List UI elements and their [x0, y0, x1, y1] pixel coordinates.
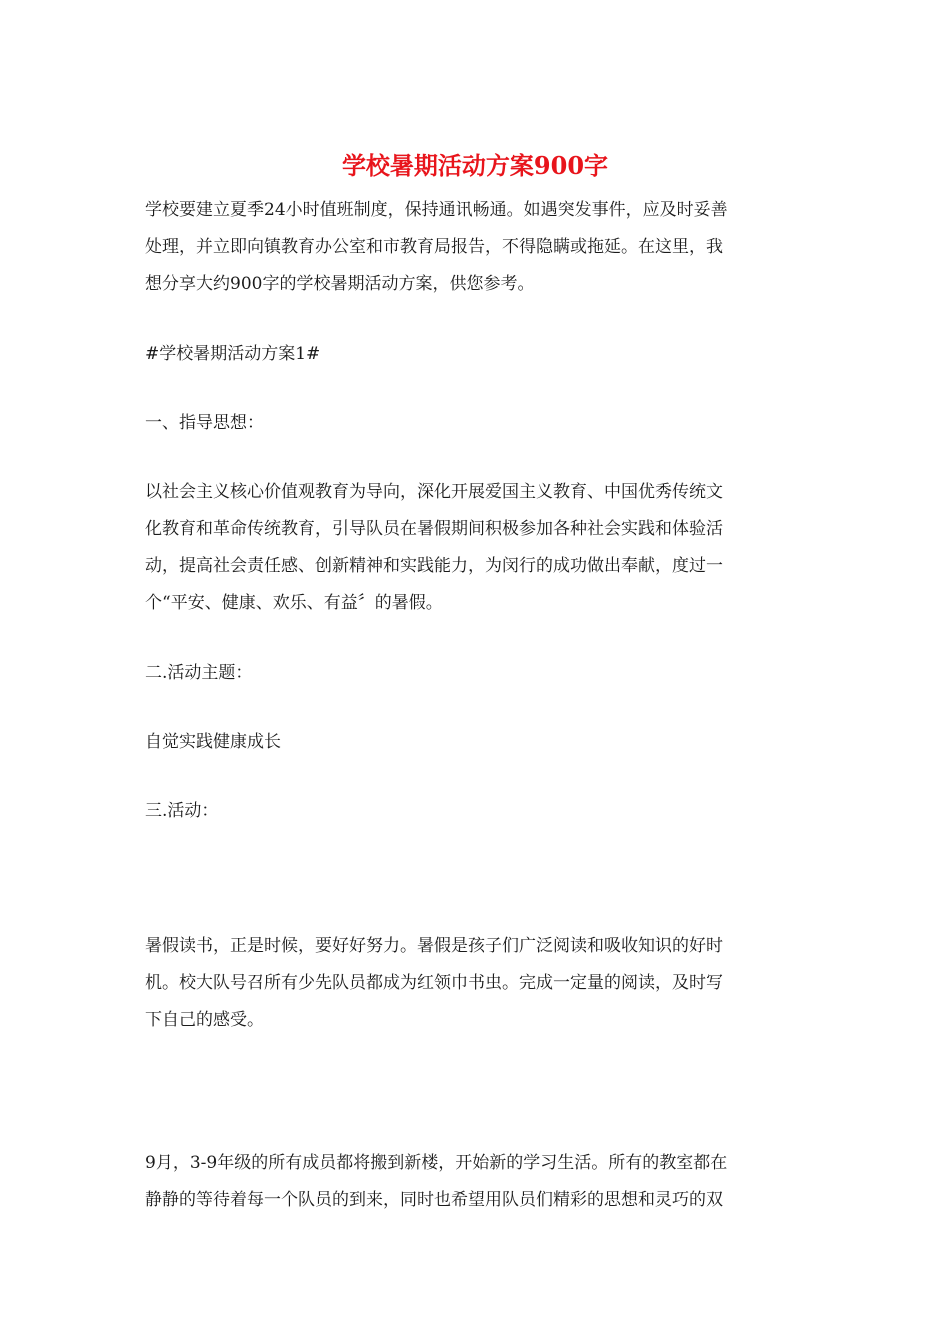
september-line: 静静的等待着每一个队员的到来，同时也希望用队员们精彩的思想和灵巧的双 — [145, 1190, 723, 1210]
reading-paragraph — [145, 928, 805, 1039]
heading-activity-theme: 二.活动主题： — [145, 663, 253, 683]
intro-line: 处理，并立即向镇教育办公室和市教育局报告，不得隐瞒或拖延。在这里，我 — [145, 237, 723, 257]
reading-line: 机。校大队号召所有少先队员都成为红领巾书虫。完成一定量的阅读，及时写 — [145, 973, 723, 993]
document-title: 学校暑期活动方案900字 — [341, 151, 609, 180]
guiding-line: 动，提高社会责任感、创新精神和实践能力，为闵行的成功做出奉献，度过一 — [145, 556, 723, 576]
heading-guiding-ideology: 一、指导思想： — [145, 413, 264, 433]
reading-line: 暑假读书，正是时候，要好好努力。暑假是孩子们广泛阅读和吸收知识的好时 — [145, 936, 723, 956]
guiding-paragraph — [145, 474, 805, 622]
september-line: 9月，3-9年级的所有成员都将搬到新楼，开始新的学习生活。所有的教室都在 — [145, 1153, 728, 1173]
guiding-line: 化教育和革命传统教育，引导队员在暑假期间积极参加各种社会实践和体验活 — [145, 519, 723, 539]
guiding-line: 个“平安、健康、欢乐、有益〞的暑假。 — [145, 593, 443, 613]
guiding-line: 以社会主义核心价值观教育为导向，深化开展爱国主义教育、中国优秀传统文 — [145, 482, 723, 502]
intro-line: 学校要建立夏季24小时值班制度，保持通讯畅通。如遇突发事件，应及时妥善 — [145, 200, 728, 220]
section-heading: #学校暑期活动方案1# — [145, 344, 321, 364]
intro-line: 想分享大约900字的学校暑期活动方案，供您参考。 — [145, 274, 535, 294]
intro-paragraph — [145, 192, 805, 303]
reading-line: 下自己的感受。 — [145, 1010, 264, 1030]
theme-text: 自觉实践健康成长 — [145, 732, 281, 752]
september-paragraph — [145, 1145, 805, 1219]
heading-activities: 三.活动： — [145, 801, 219, 821]
